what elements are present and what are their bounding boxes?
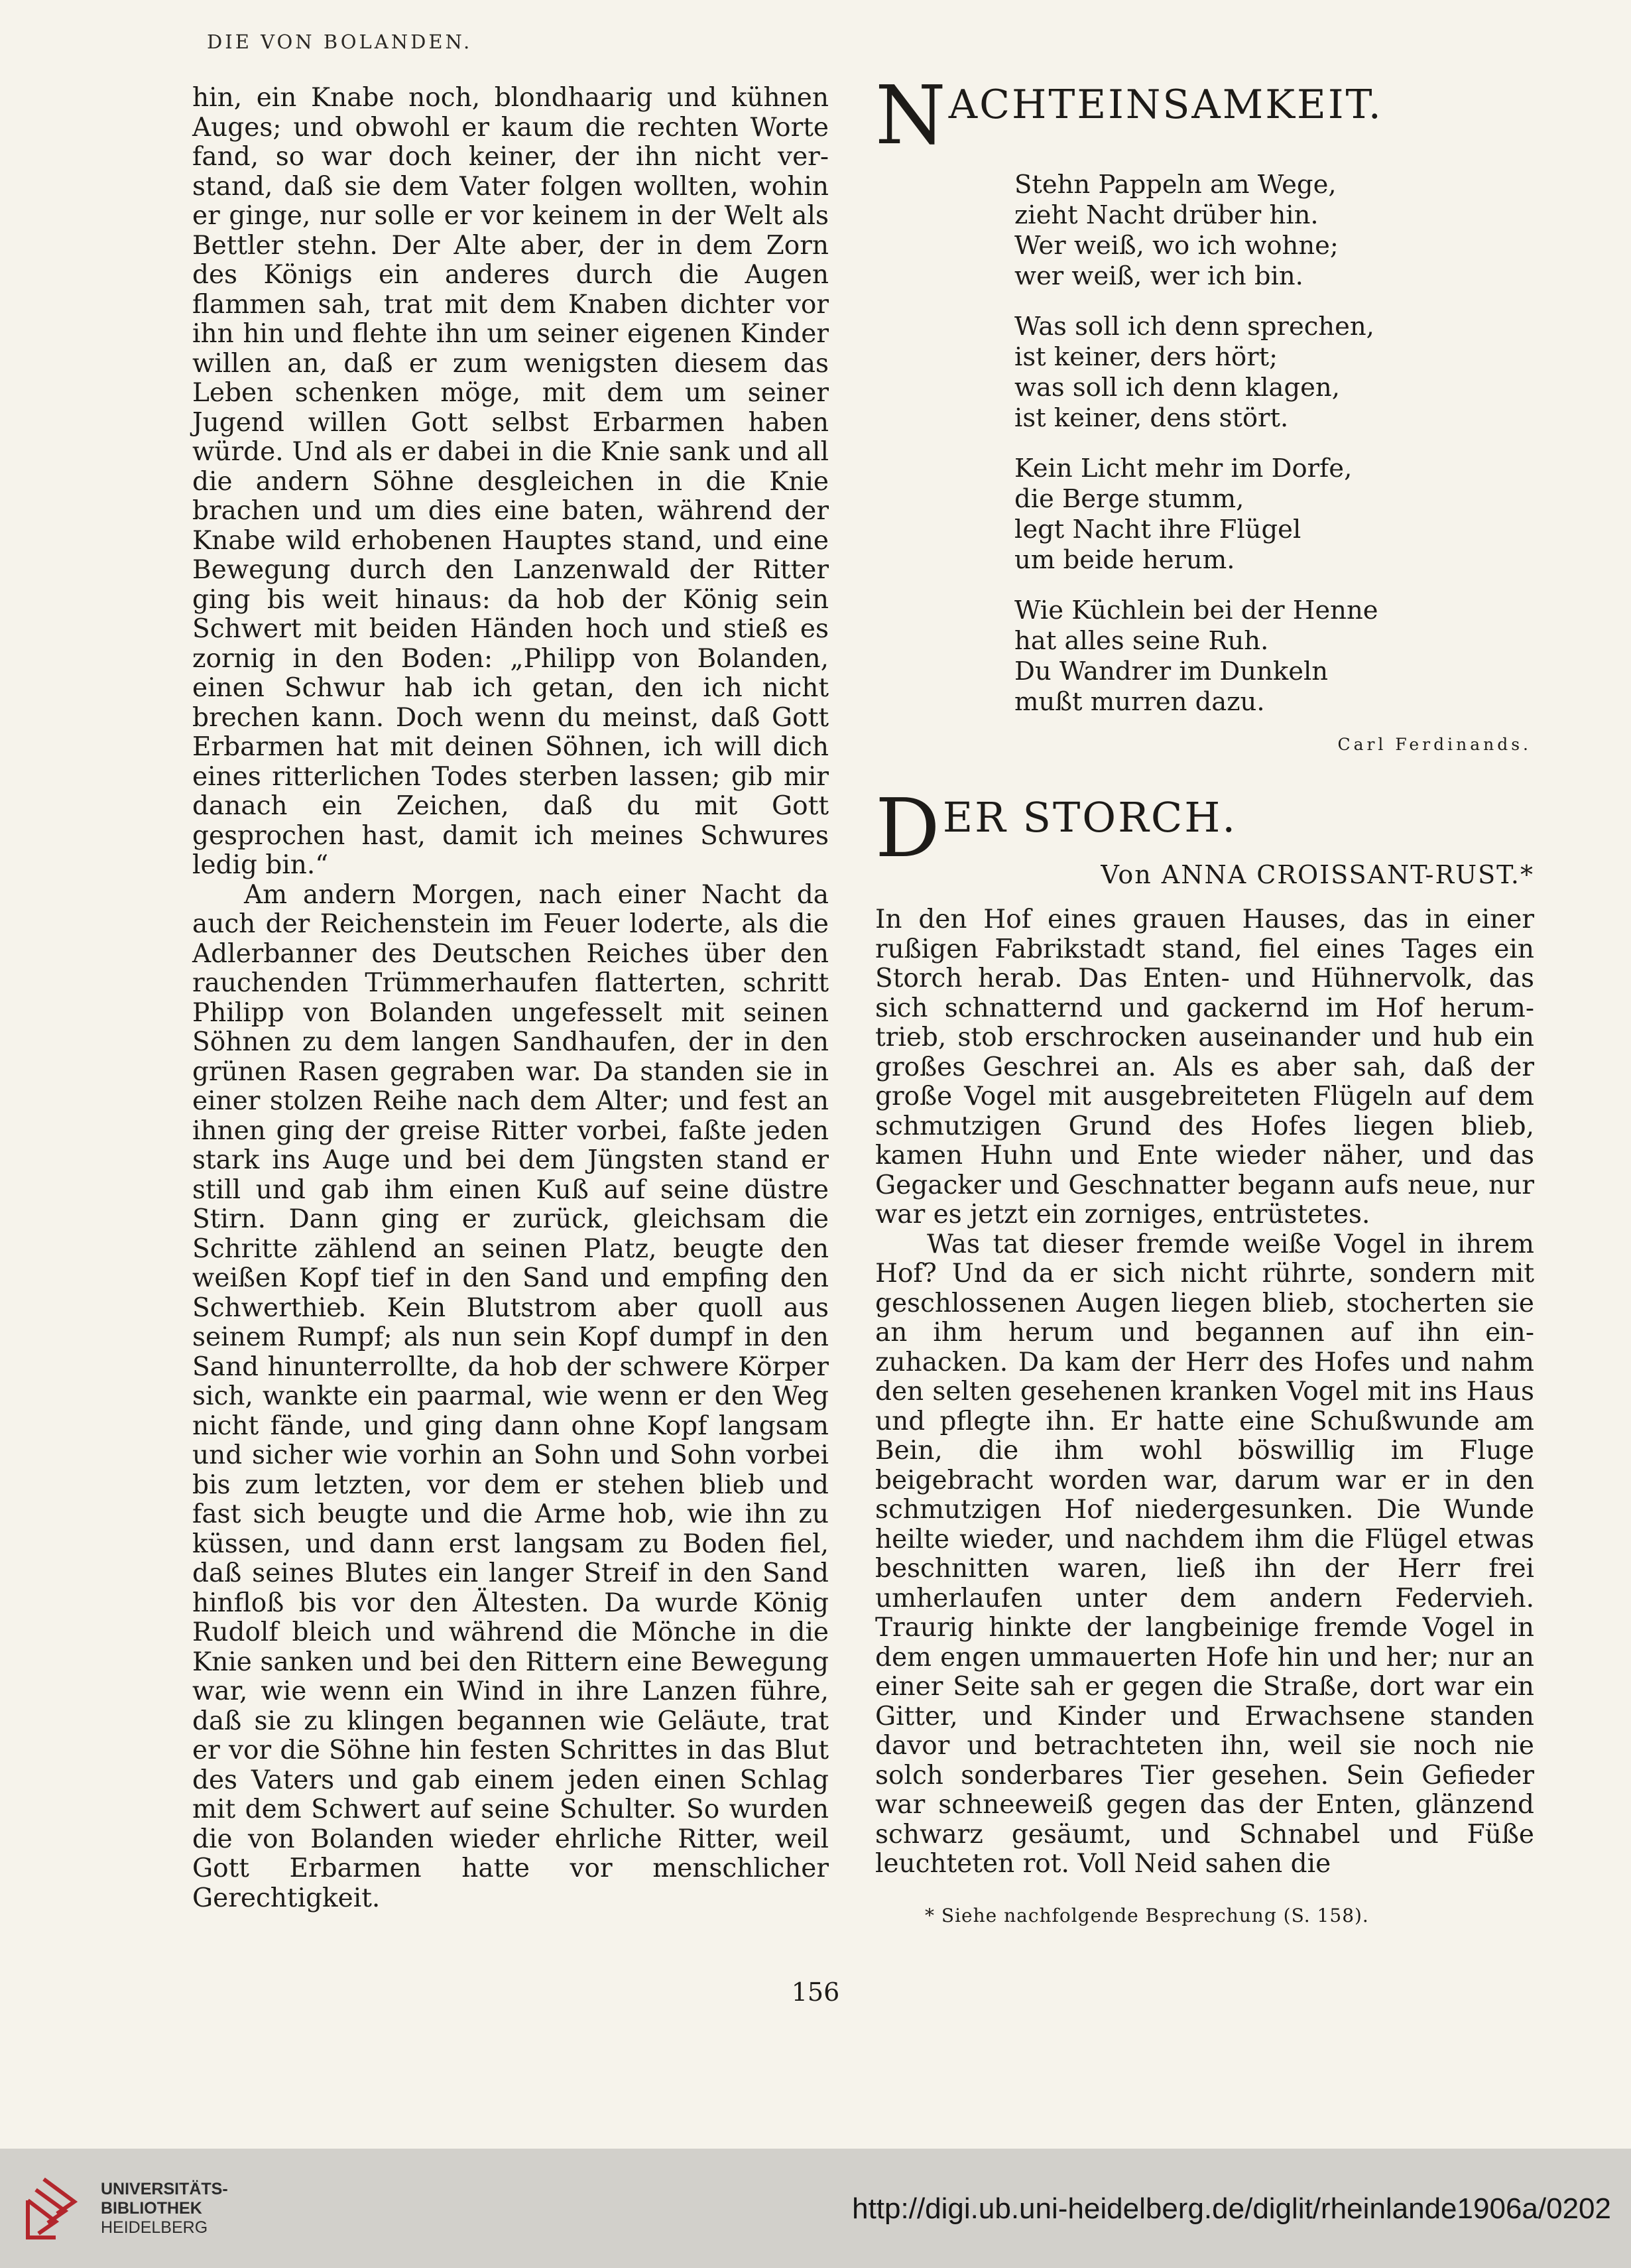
source-url-link[interactable]: http://digi.ub.uni-heidelberg.de/diglit/rheinlande1906a/0202 [852, 2192, 1611, 2225]
poem-author: Carl Ferdinands. [1337, 735, 1532, 754]
library-name-line: BIBLIOTHEK [101, 2198, 202, 2218]
left-column [192, 84, 829, 1913]
running-head: DIE VON BOLANDEN. [207, 31, 473, 53]
stanza [1014, 596, 1534, 718]
poem-line: um beide herum. [1014, 545, 1235, 575]
paragraph: hin, ein Knabe noch, blondhaarig und kühnen Auges; und obwohl er kaum die rechten Worte fand, so war doch keiner, der ihn nicht verstand, daß sie dem Vater folgen wollten, wohin er ginge, nur solle er vor keinem in der Welt als Bettler stehn. Der Alte aber, der in dem Zorn des Königs ein anderes durch die Augen flammen sah, trat mit dem Knaben dichter vor ihn hin und flehte ihn um seiner eigenen Kinder willen an, daß er zum wenigsten diesem das Leben schenken möge, mit dem um seiner Jugend willen Gott selbst Erbarmen haben würde. Und als er dabei in die Knie sank und all die andern Söhne desgleichen in die Knie brachen und um dies eine baten, während der Knabe wild erhobenen Hauptes stand, und eine Bewegung durch den Lanzenwald der Ritter ging bis weit hinaus: da hob der König sein Schwert mit beiden Händen hoch und stieß es zornig in den Boden: „Philipp von Bolanden, einen Schwur hab ich getan, den ich nicht brechen kann. Doch wenn du meinst, daß Gott Erbarmen hat mit deinen Söhnen, ich will dich eines ritterlichen Todes sterben lassen; gib mir danach ein Zeichen, daß du mit Gott gesprochen hast, damit ich meines Schwures ledig bin.“ [192, 83, 829, 880]
footnote: * Siehe nachfolgende Besprechung (S. 158). [925, 1905, 1369, 1926]
paragraph: Was tat dieser fremde weiße Vogel in ihrem Hof? Und da er sich nicht rührte, sondern mit geschlossenen Augen liegen blieb, stocherten sie an ihm herum und begannen auf ihn einzuhacken. Da kam der Herr des Hofes und nahm den selten gesehenen kranken Vogel mit ins Haus und pflegte ihn. Er hatte eine Schußwunde am Bein, die ihm wohl böswillig im Fluge beigebracht worden war, darum war er in den schmutzigen Hof niedergesunken. Die Wunde heilte wieder, und nachdem ihm die Flügel etwas beschnitten waren, ließ ihn der Herr frei umherlaufen unter dem andern Federvieh. Traurig hinkte der langbeinige fremde Vogel in dem engen ummauerten Hofe hin und her; nur an einer Seite sah er gegen die Straße, dort war ein Gitter, und Kinder und Erwachsene standen davor und betrachteten ihn, weil sie noch nie solch sonderbares Tier gesehen. Sein Gefieder war schneeweiß gegen das der Enten, glänzend schwarz gesäumt, und Schnabel und Füße leuchteten rot. Voll Neid sahen die [875, 1229, 1534, 1879]
story-text [875, 905, 1534, 1879]
page-number: 156 [791, 1978, 840, 2007]
stanza [1014, 170, 1534, 292]
poem [1014, 170, 1534, 718]
right-column [875, 68, 1534, 1879]
story-title-rest: ER STORCH. [942, 793, 1238, 842]
stanza [1014, 312, 1534, 434]
poem-line: Du Wandrer im Dunkeln [1014, 657, 1329, 686]
paragraph: In den Hof eines grauen Hauses, das in einer rußigen Fabrikstadt stand, fiel eines Tages ein Storch herab. Das Enten- und Hühnervolk, das sich schnatternd und gackernd im Hof herumtrieb, stob erschrocken auseinander und hub ein großes Geschrei an. Als es aber sah, daß der große Vogel mit ausgebreiteten Flügeln auf dem schmutzigen Grund des Hofes liegen blieb, kamen Huhn und Ente wieder näher, und das Gegacker und Geschnatter begann aufs neue, nur war es jetzt ein zorniges, entrüstetes. [875, 905, 1534, 1229]
stanza [1014, 454, 1534, 576]
poem-line: mußt murren dazu. [1014, 687, 1265, 717]
story-title-initial: D [875, 781, 940, 875]
poem-line: Wer weiß, wo ich wohne; [1014, 231, 1339, 261]
poem-line: Wie Küchlein bei der Henne [1014, 596, 1378, 625]
poem-line: was soll ich denn klagen, [1014, 373, 1340, 403]
poem-title-rest: ACHTEINSAMKEIT. [948, 82, 1383, 128]
poem-title-initial: N [875, 68, 946, 162]
poem-line: hat alles seine Ruh. [1014, 626, 1269, 656]
poem-line: zieht Nacht drüber hin. [1014, 200, 1319, 230]
poem-line: Stehn Pappeln am Wege, [1014, 170, 1337, 200]
library-name [101, 2180, 228, 2237]
digitization-footer [0, 2149, 1631, 2268]
poem-line: die Berge stumm, [1014, 484, 1244, 514]
story-byline: Von ANNA CROISSANT-RUST.* [1101, 860, 1534, 889]
library-emblem-icon [24, 2175, 78, 2241]
poem-line: Was soll ich denn sprechen, [1014, 312, 1374, 342]
library-name-line: UNIVERSITÄTS- [101, 2179, 228, 2198]
poem-line: ist keiner, dens stört. [1014, 403, 1289, 433]
library-logo[interactable] [24, 2175, 228, 2241]
story-title [875, 781, 1534, 896]
paragraph: Am andern Morgen, nach einer Nacht da auch der Reichenstein im Feuer loderte, als die Adlerbanner des Deutschen Reiches über den rauchenden Trümmerhaufen flatterten, schritt Philipp von Bolanden ungefesselt mit seinen Söhnen zu dem langen Sandhaufen, der in den grünen Rasen gegraben war. Da standen sie in einer stolzen Reihe nach dem Alter; und fest an ihnen ging der greise Ritter vorbei, faßte jeden stark ins Auge und bei dem Jüngsten stand er still und gab ihm einen Kuß auf seine düstre Stirn. Dann ging er zurück, gleichsam die Schritte zählend an seinen Platz, beugte den weißen Kopf tief in den Sand und empfing den Schwerthieb. Kein Blutstrom aber quoll aus seinem Rumpf; als nun sein Kopf dumpf in den Sand hinunterrollte, da hob der schwere Körper sich, wankte ein paarmal, wie wenn er den Weg nicht fände, und ging dann ohne Kopf langsam und sicher wie vorhin an Sohn und Sohn vorbei bis zum letzten, vor dem er stehen blieb und fast sich beugte und die Arme hob, wie ihn zu küssen, und dann erst langsam zu Boden fiel, daß seines Blutes ein langer Streif in den Sand hinfloß bis vor den Ältesten. Da wurde König Rudolf bleich und während die Mönche in die Knie sanken und bei den Rittern eine Bewegung war, wie wenn ein Wind in ihre Lanzen führe, daß sie zu klingen begannen wie Geläute, trat er vor die Söhne hin festen Schrittes in das Blut des Vaters und gab einem jeden einen Schlag mit dem Schwert auf seine Schulter. So wurden die von Bolanden wieder ehrliche Ritter, weil Gott Erbarmen hatte vor menschlicher Gerechtigkeit. [192, 879, 829, 1913]
poem-line: Kein Licht mehr im Dorfe, [1014, 454, 1353, 483]
poem-line: ist keiner, ders hört; [1014, 342, 1278, 372]
poem-line: legt Nacht ihre Flügel [1014, 515, 1301, 544]
poem-title [875, 68, 1534, 163]
library-name-line: HEIDELBERG [101, 2218, 208, 2237]
poem-line: wer weiß, wer ich bin. [1014, 261, 1303, 291]
